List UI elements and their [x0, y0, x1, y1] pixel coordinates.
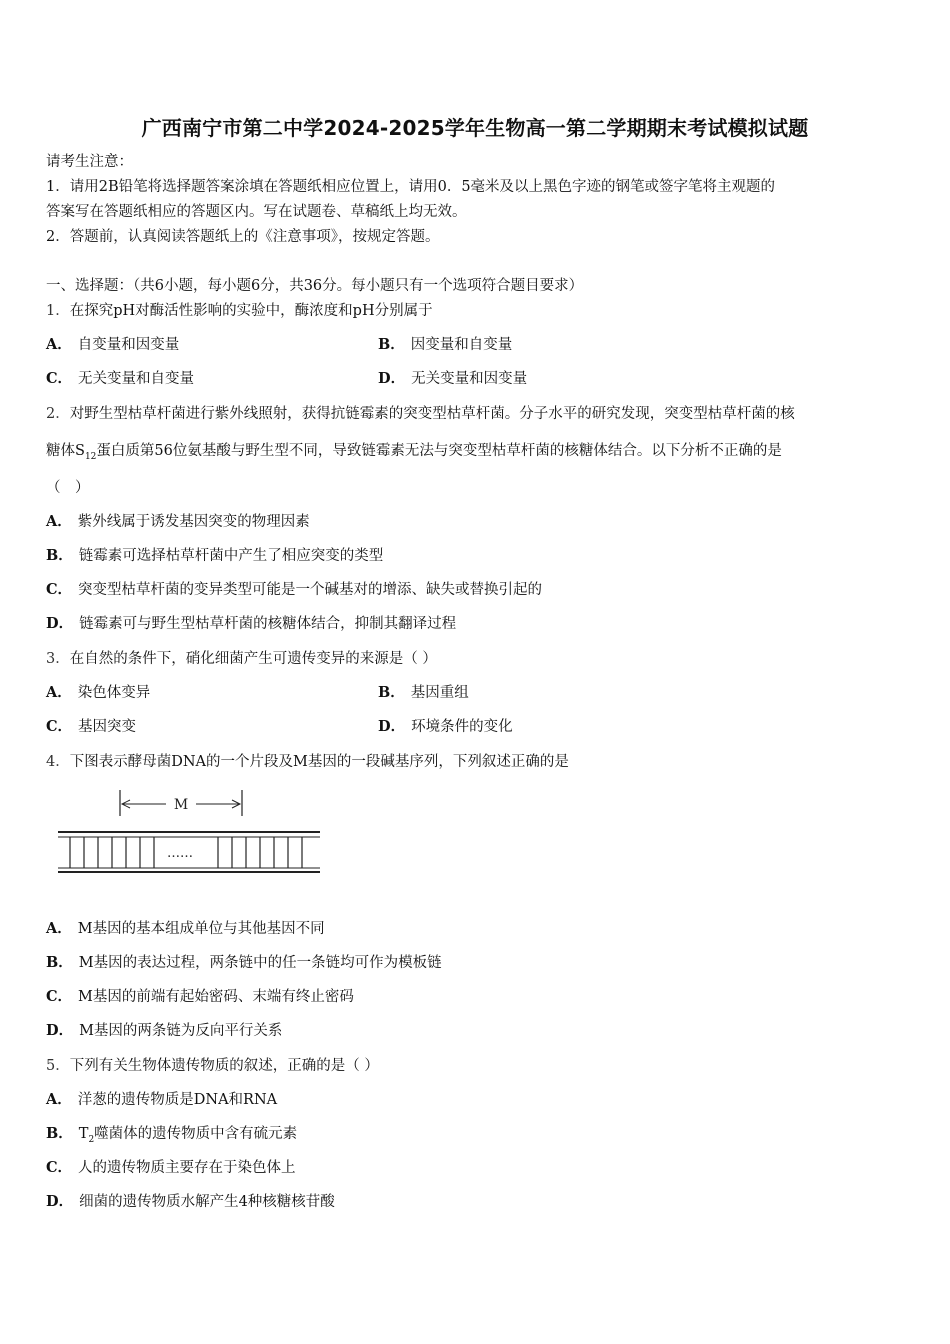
question-number: 1． — [46, 303, 70, 319]
option-letter: A． — [46, 513, 72, 530]
option-letter: D． — [46, 615, 74, 632]
q5-option-b — [46, 1124, 297, 1150]
question-2-line-1 — [46, 404, 795, 424]
option-text: 基因突变 — [78, 719, 137, 735]
q5-option-a — [46, 1090, 277, 1110]
option-text: M基因的前端有起始密码、末端有终止密码 — [78, 989, 354, 1005]
option-text-part: T — [78, 1126, 89, 1142]
dna-fragment-figure — [54, 786, 324, 882]
option-text: 基因重组 — [410, 685, 469, 701]
option-text: M基因的两条链为反向平行关系 — [79, 1023, 283, 1039]
option-letter: A． — [46, 920, 72, 937]
question-stem: 下列有关生物体遗传物质的叙述，正确的是（ ） — [69, 1058, 379, 1074]
q3-option-c — [46, 717, 136, 737]
option-text: 突变型枯草杆菌的变异类型可能是一个碱基对的增添、缺失或替换引起的 — [78, 582, 543, 598]
option-text: M基因的表达过程，两条链中的任一条链均可作为模板链 — [78, 955, 442, 971]
q5-option-d — [46, 1192, 335, 1212]
subscript: 2 — [88, 1134, 95, 1145]
question-2-line-2 — [46, 441, 782, 467]
answer-bracket: （ ） — [46, 480, 90, 496]
option-text: 无关变量和因变量 — [411, 371, 528, 387]
subscript: 12 — [84, 451, 97, 462]
option-letter: D． — [378, 718, 406, 735]
option-letter: B． — [46, 547, 73, 564]
option-text: 染色体变异 — [77, 685, 151, 701]
q2-option-b — [46, 546, 383, 566]
question-stem: 在自然的条件下，硝化细菌产生可遗传变异的来源是（ ） — [69, 651, 437, 667]
question-number: 2． — [46, 406, 70, 422]
option-text-part: 噬菌体的遗传物质中含有硫元素 — [94, 1126, 298, 1142]
option-letter: A． — [46, 336, 72, 353]
q5-option-c — [46, 1158, 296, 1178]
option-text: 链霉素可与野生型枯草杆菌的核糖体结合，抑制其翻译过程 — [79, 616, 457, 632]
option-text: 细菌的遗传物质水解产生4种核糖核苷酸 — [79, 1194, 335, 1210]
question-number: 4． — [46, 754, 70, 770]
q2-option-a — [46, 512, 310, 532]
option-letter: A． — [46, 684, 72, 701]
q1-option-d — [378, 369, 527, 389]
stem-part: 糖体S — [46, 443, 85, 459]
option-text: 紫外线属于诱发基因突变的物理因素 — [77, 514, 310, 530]
question-number: 3． — [46, 651, 70, 667]
q3-option-d — [378, 717, 513, 737]
option-letter: C． — [46, 988, 73, 1005]
stem-part: 蛋白质第56位氨基酸与野生型不同，导致链霉素无法与突变型枯草杆菌的核糖体结合。以下分析不正确的是 — [96, 443, 782, 459]
option-text: 洋葱的遗传物质是DNA和RNA — [77, 1092, 278, 1108]
question-stem: 在探究pH对酶活性影响的实验中，酶浓度和pH分别属于 — [69, 303, 433, 319]
q2-option-d — [46, 614, 456, 634]
option-text: M基因的基本组成单位与其他基因不同 — [77, 921, 325, 937]
option-letter: C． — [46, 581, 73, 598]
option-text: 链霉素可选择枯草杆菌中产生了相应突变的类型 — [78, 548, 384, 564]
option-letter: D． — [46, 1022, 74, 1039]
question-5 — [46, 1056, 379, 1076]
option-letter: D． — [46, 1193, 74, 1210]
question-stem: 对野生型枯草杆菌进行紫外线照射，获得抗链霉素的突变型枯草杆菌。分子水平的研究发现，突变型枯草杆菌的核 — [69, 406, 795, 422]
notice-item-1-line-1: 1．请用2B铅笔将选择题答案涂填在答题纸相应位置上，请用0．5毫米及以上黑色字迹的钢笔或签字笔将主观题的 — [46, 179, 776, 195]
q1-option-b — [378, 335, 512, 355]
question-4 — [46, 752, 569, 772]
q1-option-c — [46, 369, 194, 389]
notice-item-2: 2．答题前，认真阅读答题纸上的《注意事项》，按规定答题。 — [46, 229, 440, 245]
question-1 — [46, 301, 433, 321]
question-stem: 下图表示酵母菌DNA的一个片段及M基因的一段碱基序列，下列叙述正确的是 — [69, 754, 569, 770]
q3-option-a — [46, 683, 150, 703]
option-text: 人的遗传物质主要存在于染色体上 — [78, 1160, 296, 1176]
section-heading: 一、选择题：（共6小题，每小题6分，共36分。每小题只有一个选项符合题目要求） — [46, 278, 584, 294]
option-letter: C． — [46, 370, 73, 387]
option-letter: B． — [378, 336, 405, 353]
q4-option-a — [46, 919, 325, 939]
option-text: 环境条件的变化 — [411, 719, 513, 735]
q4-option-d — [46, 1021, 282, 1041]
q2-option-c — [46, 580, 542, 600]
option-text: 自变量和因变量 — [77, 337, 180, 353]
q1-option-a — [46, 335, 179, 355]
q4-option-c — [46, 987, 354, 1007]
option-letter: B． — [46, 1125, 73, 1142]
page-title: 广西南宁市第二中学2024-2025学年生物高一第二学期期末考试模拟试题 — [141, 116, 809, 140]
question-number: 5． — [46, 1058, 70, 1074]
option-letter: C． — [46, 718, 73, 735]
ellipsis-dots: …… — [167, 846, 193, 861]
notice-item-1-line-2: 答案写在答题纸相应的答题区内。写在试题卷、草稿纸上均无效。 — [46, 204, 467, 220]
option-text: 无关变量和自变量 — [78, 371, 195, 387]
q3-option-b — [378, 683, 469, 703]
option-letter: B． — [46, 954, 73, 971]
option-text: 因变量和自变量 — [410, 337, 513, 353]
question-3 — [46, 649, 437, 669]
notice-heading: 请考生注意： — [46, 154, 133, 170]
q4-option-b — [46, 953, 442, 973]
option-letter: C． — [46, 1159, 73, 1176]
option-letter: A． — [46, 1091, 72, 1108]
m-label: M — [173, 797, 189, 813]
option-letter: D． — [378, 370, 406, 387]
option-letter: B． — [378, 684, 405, 701]
